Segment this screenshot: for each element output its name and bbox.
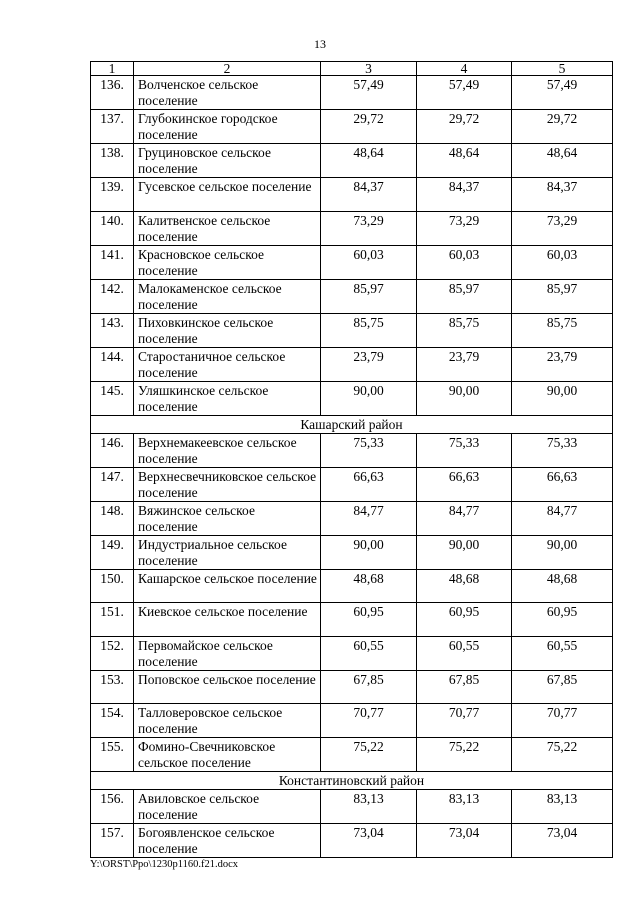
header-cell: 5 [512, 62, 613, 76]
table-row [91, 110, 613, 144]
table-row [91, 670, 613, 704]
table-row [91, 636, 613, 670]
settlement-name-cell: Кашарское сельское поселение [134, 569, 321, 603]
table-row [91, 467, 613, 501]
row-number-cell: 147. [91, 467, 134, 501]
row-number-cell: 144. [91, 347, 134, 381]
value-col4-cell: 75,22 [417, 738, 512, 772]
value-col3-cell: 66,63 [321, 467, 417, 501]
value-col4-cell: 90,00 [417, 535, 512, 569]
value-col4-cell: 66,63 [417, 467, 512, 501]
header-cell: 2 [134, 62, 321, 76]
settlement-name-cell: Волченское сельское поселение [134, 76, 321, 110]
settlement-name-cell: Вяжинское сельское поселение [134, 501, 321, 535]
row-number-cell: 143. [91, 313, 134, 347]
value-col3-cell: 83,13 [321, 790, 417, 824]
value-col4-cell: 48,68 [417, 569, 512, 603]
table-header-row [91, 62, 613, 76]
table-row [91, 211, 613, 245]
table-row [91, 279, 613, 313]
value-col4-cell: 84,37 [417, 178, 512, 212]
value-col4-cell: 85,75 [417, 313, 512, 347]
row-number-cell: 145. [91, 381, 134, 415]
value-col4-cell: 73,29 [417, 211, 512, 245]
value-col3-cell: 90,00 [321, 535, 417, 569]
value-col4-cell: 83,13 [417, 790, 512, 824]
table-row [91, 76, 613, 110]
settlement-name-cell: Красновское сельское поселение [134, 245, 321, 279]
table-row [91, 824, 613, 858]
value-col5-cell: 73,04 [512, 824, 613, 858]
value-col4-cell: 29,72 [417, 110, 512, 144]
settlement-name-cell: Гусевское сельское поселение [134, 178, 321, 212]
row-number-cell: 136. [91, 76, 134, 110]
value-col5-cell: 83,13 [512, 790, 613, 824]
settlement-name-cell: Груциновское сельское поселение [134, 144, 321, 178]
value-col3-cell: 90,00 [321, 381, 417, 415]
row-number-cell: 153. [91, 670, 134, 704]
page-number: 13 [314, 37, 326, 51]
value-col3-cell: 85,97 [321, 279, 417, 313]
value-col5-cell: 75,33 [512, 433, 613, 467]
value-col3-cell: 85,75 [321, 313, 417, 347]
value-col3-cell: 60,95 [321, 603, 417, 637]
row-number-cell: 157. [91, 824, 134, 858]
settlement-name-cell: Малокаменское сельское поселение [134, 279, 321, 313]
row-number-cell: 149. [91, 535, 134, 569]
value-col5-cell: 57,49 [512, 76, 613, 110]
settlement-name-cell: Фомино-Свечниковское сельское поселение [134, 738, 321, 772]
value-col5-cell: 70,77 [512, 704, 613, 738]
row-number-cell: 148. [91, 501, 134, 535]
row-number-cell: 151. [91, 603, 134, 637]
value-col5-cell: 29,72 [512, 110, 613, 144]
row-number-cell: 156. [91, 790, 134, 824]
table-row [91, 569, 613, 603]
value-col5-cell: 48,64 [512, 144, 613, 178]
value-col4-cell: 48,64 [417, 144, 512, 178]
value-col3-cell: 67,85 [321, 670, 417, 704]
settlement-name-cell: Старостаничное сельское поселение [134, 347, 321, 381]
settlement-name-cell: Индустриальное сельское поселение [134, 535, 321, 569]
row-number-cell: 142. [91, 279, 134, 313]
table-row [91, 313, 613, 347]
value-col4-cell: 75,33 [417, 433, 512, 467]
settlement-name-cell: Богоявленское сельское поселение [134, 824, 321, 858]
value-col5-cell: 66,63 [512, 467, 613, 501]
settlement-name-cell: Верхнемакеевское сельское поселение [134, 433, 321, 467]
settlement-name-cell: Калитвенское сельское поселение [134, 211, 321, 245]
value-col3-cell: 57,49 [321, 76, 417, 110]
row-number-cell: 141. [91, 245, 134, 279]
table-row [91, 501, 613, 535]
value-col5-cell: 67,85 [512, 670, 613, 704]
value-col3-cell: 48,64 [321, 144, 417, 178]
section-header-row [91, 415, 613, 433]
data-table [90, 61, 613, 858]
value-col3-cell: 29,72 [321, 110, 417, 144]
value-col5-cell: 75,22 [512, 738, 613, 772]
value-col5-cell: 90,00 [512, 381, 613, 415]
value-col4-cell: 85,97 [417, 279, 512, 313]
table-row [91, 603, 613, 637]
value-col5-cell: 60,03 [512, 245, 613, 279]
value-col4-cell: 90,00 [417, 381, 512, 415]
value-col5-cell: 60,95 [512, 603, 613, 637]
row-number-cell: 150. [91, 569, 134, 603]
header-cell: 1 [91, 62, 134, 76]
value-col5-cell: 60,55 [512, 636, 613, 670]
table-row [91, 738, 613, 772]
settlement-name-cell: Первомайское сельское поселение [134, 636, 321, 670]
value-col4-cell: 57,49 [417, 76, 512, 110]
value-col5-cell: 85,75 [512, 313, 613, 347]
value-col3-cell: 75,33 [321, 433, 417, 467]
value-col3-cell: 75,22 [321, 738, 417, 772]
value-col3-cell: 48,68 [321, 569, 417, 603]
settlement-name-cell: Уляшкинское сельское поселение [134, 381, 321, 415]
settlement-name-cell: Авиловское сельское поселение [134, 790, 321, 824]
value-col3-cell: 84,77 [321, 501, 417, 535]
value-col5-cell: 23,79 [512, 347, 613, 381]
value-col5-cell: 48,68 [512, 569, 613, 603]
settlement-name-cell: Поповское сельское поселение [134, 670, 321, 704]
row-number-cell: 138. [91, 144, 134, 178]
header-cell: 3 [321, 62, 417, 76]
value-col3-cell: 70,77 [321, 704, 417, 738]
settlement-name-cell: Верхнесвечниковское сельское поселение [134, 467, 321, 501]
value-col4-cell: 70,77 [417, 704, 512, 738]
table-row [91, 245, 613, 279]
value-col4-cell: 60,95 [417, 603, 512, 637]
value-col4-cell: 84,77 [417, 501, 512, 535]
value-col3-cell: 73,29 [321, 211, 417, 245]
value-col5-cell: 84,77 [512, 501, 613, 535]
value-col4-cell: 60,03 [417, 245, 512, 279]
value-col3-cell: 60,55 [321, 636, 417, 670]
value-col3-cell: 84,37 [321, 178, 417, 212]
settlement-name-cell: Глубокинское городское поселение [134, 110, 321, 144]
settlement-name-cell: Пиховкинское сельское поселение [134, 313, 321, 347]
section-header-row [91, 772, 613, 790]
row-number-cell: 139. [91, 178, 134, 212]
value-col3-cell: 23,79 [321, 347, 417, 381]
value-col4-cell: 23,79 [417, 347, 512, 381]
value-col4-cell: 60,55 [417, 636, 512, 670]
footer-file-path: Y:\ORST\Ppo\1230p1160.f21.docx [90, 859, 238, 870]
value-col5-cell: 84,37 [512, 178, 613, 212]
row-number-cell: 154. [91, 704, 134, 738]
table-row [91, 381, 613, 415]
value-col5-cell: 85,97 [512, 279, 613, 313]
settlement-name-cell: Киевское сельское поселение [134, 603, 321, 637]
value-col3-cell: 73,04 [321, 824, 417, 858]
table-row [91, 790, 613, 824]
row-number-cell: 140. [91, 211, 134, 245]
table-row [91, 144, 613, 178]
value-col5-cell: 90,00 [512, 535, 613, 569]
value-col4-cell: 73,04 [417, 824, 512, 858]
table-row [91, 178, 613, 212]
table-row [91, 433, 613, 467]
value-col4-cell: 67,85 [417, 670, 512, 704]
row-number-cell: 146. [91, 433, 134, 467]
table-row [91, 704, 613, 738]
row-number-cell: 152. [91, 636, 134, 670]
value-col3-cell: 60,03 [321, 245, 417, 279]
row-number-cell: 137. [91, 110, 134, 144]
settlement-name-cell: Талловеровское сельское поселение [134, 704, 321, 738]
row-number-cell: 155. [91, 738, 134, 772]
table-row [91, 347, 613, 381]
section-title: Константиновский район [91, 772, 613, 790]
table-row [91, 535, 613, 569]
header-cell: 4 [417, 62, 512, 76]
section-title: Кашарский район [91, 415, 613, 433]
value-col5-cell: 73,29 [512, 211, 613, 245]
